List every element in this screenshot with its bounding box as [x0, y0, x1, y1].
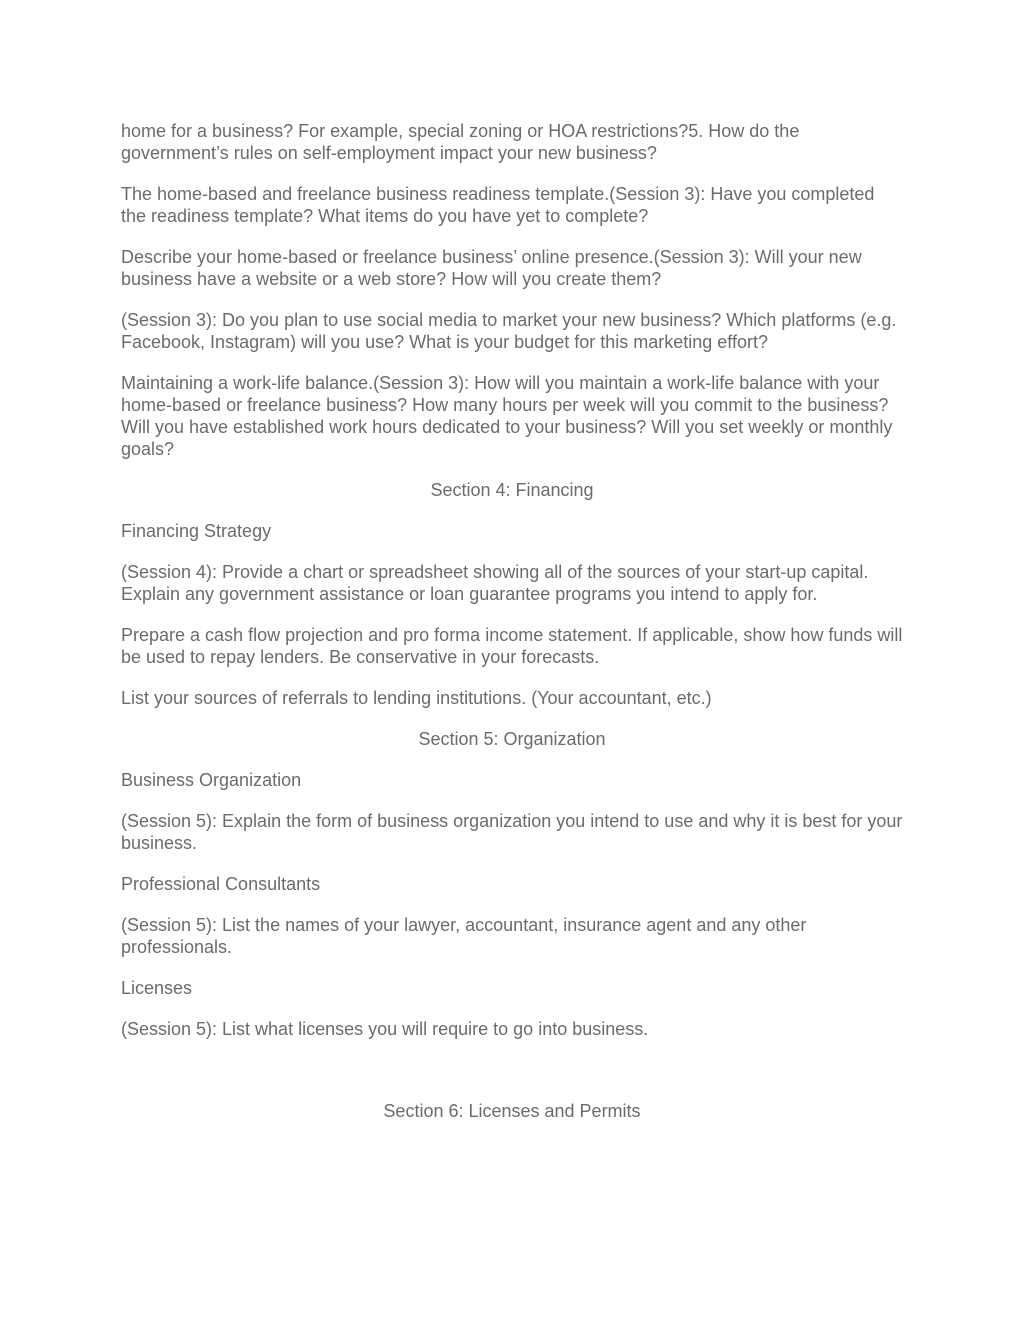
professional-consultants-subheading: Professional Consultants	[121, 874, 321, 894]
section-6-heading: Section 6: Licenses and Permits	[383, 1101, 641, 1121]
paragraph-zoning: home for a business? For example, special zoning or HOA restrictions?5. How do the government’s rules on self-employment impact your new business?	[121, 121, 800, 163]
paragraph-professionals: (Session 5): List the names of your lawyer, accountant, insurance agent and any other professionals.	[121, 915, 807, 957]
paragraph-readiness-template: The home-based and freelance business readiness template.(Session 3): Have you completed the readiness template? What items do you have yet to complete?	[121, 184, 875, 226]
licenses-subheading: Licenses	[121, 978, 193, 998]
document-page	[121, 120, 903, 1141]
section-4-heading: Section 4: Financing	[430, 480, 594, 500]
financing-strategy-subheading: Financing Strategy	[121, 521, 272, 541]
blank-space	[121, 1059, 903, 1100]
paragraph-referrals: List your sources of referrals to lending institutions. (Your accountant, etc.)	[121, 688, 712, 708]
paragraph-online-presence: Describe your home-based or freelance business’ online presence.(Session 3): Will your new business have a website or a web store? How will you create them?	[121, 247, 862, 289]
business-organization-subheading: Business Organization	[121, 770, 302, 790]
paragraph-social-media: (Session 3): Do you plan to use social media to market your new business? Which platforms (e.g. Facebook, Instagram) will you use? What is your budget for this marketing effort?	[121, 310, 897, 352]
section-5-heading: Section 5: Organization	[418, 729, 606, 749]
paragraph-business-form: (Session 5): Explain the form of business organization you intend to use and why it is best for your business.	[121, 811, 903, 853]
paragraph-startup-capital: (Session 4): Provide a chart or spreadsheet showing all of the sources of your start-up capital. Explain any government assistance or loan guarantee programs you intend to apply for.	[121, 562, 869, 604]
paragraph-licenses: (Session 5): List what licenses you will require to go into business.	[121, 1019, 649, 1039]
paragraph-work-life-balance: Maintaining a work-life balance.(Session 3): How will you maintain a work-life balance with your home-based or freelance business? How many hours per week will you commit to the business? Will you have established work hours dedicated to your business? Will you set weekly or monthly goals?	[121, 373, 893, 459]
paragraph-cash-flow: Prepare a cash flow projection and pro forma income statement. If applicable, show how funds will be used to repay lenders. Be conservative in your forecasts.	[121, 625, 903, 667]
